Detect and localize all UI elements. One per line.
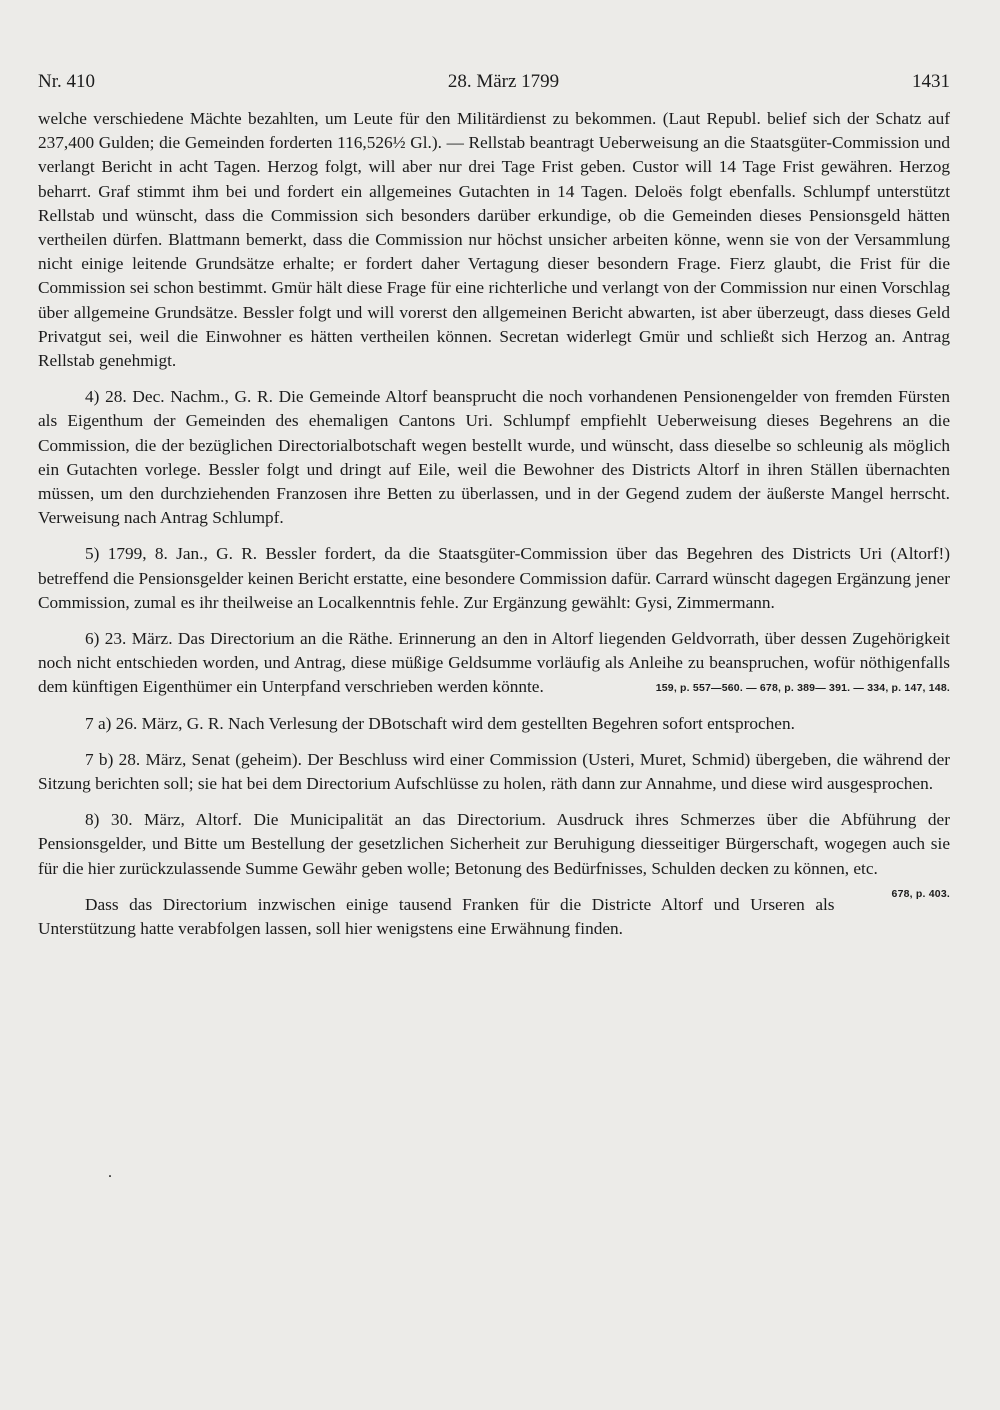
paragraph-6 xyxy=(38,748,950,796)
document-page xyxy=(38,72,950,941)
stray-mark: . xyxy=(108,1164,112,1181)
paragraph-5 xyxy=(38,712,950,736)
paragraph-4 xyxy=(38,627,950,700)
paragraph-3-text: 5) 1799, 8. Jan., G. R. Bessler fordert, da die Staatsgüter-Commission über das Begehren des Districts Uri (Altorf!) betreffend die Pensionsgelder keinen Bericht erstatte, eine besondere Commission dafür. Carrard wünscht dagegen Ergänzung jener Commission, zumal es ihr theilweise an Localkenntnis fehle. Zur Ergänzung gewählt: Gysi, Zimmermann. xyxy=(38,544,950,612)
paragraph-6-text: 7 b) 28. März, Senat (geheim). Der Beschluss wird einer Commission (Usteri, Muret, Schmid) übergeben, die während der Sitzung berichten soll; sie hat bei dem Directorium Aufschlüsse zu holen, räth dann zur Annahme, und diese wird ausgesprochen. xyxy=(38,749,950,794)
paragraph-7-source-reference: 678, p. 403. xyxy=(891,887,950,900)
paragraph-4-source-reference: 159, p. 557—560. — 678, p. 389— 391. — 334, p. 147, 148. xyxy=(655,682,950,695)
paragraph-5-text: 7 a) 26. März, G. R. Nach Verlesung der DBotschaft wird dem gestellten Begehren sofort entsprochen. xyxy=(85,713,795,733)
paragraph-8-text: Dass das Directorium inzwischen einige tausend Franken für die Districte Altorf und Urseren als Unterstützung hatte verabfolgen lassen, soll hier wenigstens eine Erwähnung finden. xyxy=(38,894,835,939)
paragraph-8 xyxy=(38,893,950,941)
paragraph-1-text: welche verschiedene Mächte bezahlten, um Leute für den Militärdienst zu bekommen. (Laut Republ. belief sich der Schatz auf 237,400 Gulden; die Gemeinden forderten 116,526½ Gl.). — Rellstab beantragt Ueberweisung an die Staatsgüter-Commission und verlangt Bericht in acht Tagen. Herzog folgt, will aber nur drei Tage Frist geben. Custor will 14 Tage Frist gewähren. Herzog beharrt. Graf stimmt ihm bei und fordert ein allgemeines Gutachten in 14 Tagen. Deloës folgt ebenfalls. Schlumpf unterstützt Rellstab und wünscht, dass die Commission sich besonders darüber erkundige, ob die Gemeinden dieses Pensionsgeld hätten vertheilen dürfen. Blattmann bemerkt, dass die Commission nur höchst unsicher arbeiten könne, wenn sie von der Versammlung nicht einige leitende Grundsätze erhalte; er fordert daher Vertagung dieser besondern Frage. Fierz glaubt, die Frist für die Commission sei schon bestimmt. Gmür hält diese Frage für eine richterliche und verlangt von der Commission nur einen Vorschlag über allgemeine Grundsätze. Bessler folgt und will vorerst den allgemeinen Bericht abwarten, ist aber überzeugt, dass dieses Geld Privatgut sei, weil die Einwohner es hätten vertheilen können. Secretan widerlegt Gmür und schließt sich Herzog an. Antrag Rellstab genehmigt. xyxy=(38,109,950,371)
document-date: 28. März 1799 xyxy=(447,71,560,92)
paragraph-2-text: 4) 28. Dec. Nachm., G. R. Die Gemeinde Altorf beansprucht die noch vorhandenen Pensionengelder von fremden Fürsten als Eigenthum der Gemeinden des ehemaligen Cantons Uri. Schlumpf empfiehlt Ueberweisung dieses Begehrens an die Commission, die der bezüglichen Directorialbotschaft wegen bestellt wurde, und wünscht, dass dieselbe so schleunig als möglich ein Gutachten vorlege. Bessler folgt und dringt auf Eile, weil die Bewohner des Districts Altorf in ihren Ställen übernachten müssen, um den durchziehenden Franzosen ihre Betten zu überlassen, und in der Gegend zudem der äußerste Mangel herrscht. Verweisung nach Antrag Schlumpf. xyxy=(38,387,950,528)
paragraph-2 xyxy=(38,385,950,530)
page-header xyxy=(38,72,950,91)
paragraph-7-text: 8) 30. März, Altorf. Die Municipalität an das Directorium. Ausdruck ihres Schmerzes über die Abführung der Pensionsgelder, und Bitte um Bestellung der gesetzlichen Sicherheit zur Beruhigung diesseitiger Bürgerschaft, wogegen auch sie für die hier zurückzulassende Summe Gewähr geben wolle; Betonung des Bedürfnisses, Schulden decken zu können, etc. xyxy=(38,810,950,878)
paragraph-4-text: 6) 23. März. Das Directorium an die Räthe. Erinnerung an den in Altorf liegenden Geldvorrath, über dessen Zugehörigkeit noch nicht entschieden worden, und Antrag, diese müßige Geldsumme vorläufig als Anleihe zu beanspruchen, wofür nöthigenfalls dem künftigen Eigenthümer ein Unterpfand verschrieben werden könnte. xyxy=(38,629,950,697)
document-number: Nr. 410 xyxy=(38,71,95,92)
page-number: 1431 xyxy=(912,71,950,92)
paragraph-7 xyxy=(38,808,950,900)
paragraph-3 xyxy=(38,542,950,615)
paragraph-1 xyxy=(38,107,950,373)
